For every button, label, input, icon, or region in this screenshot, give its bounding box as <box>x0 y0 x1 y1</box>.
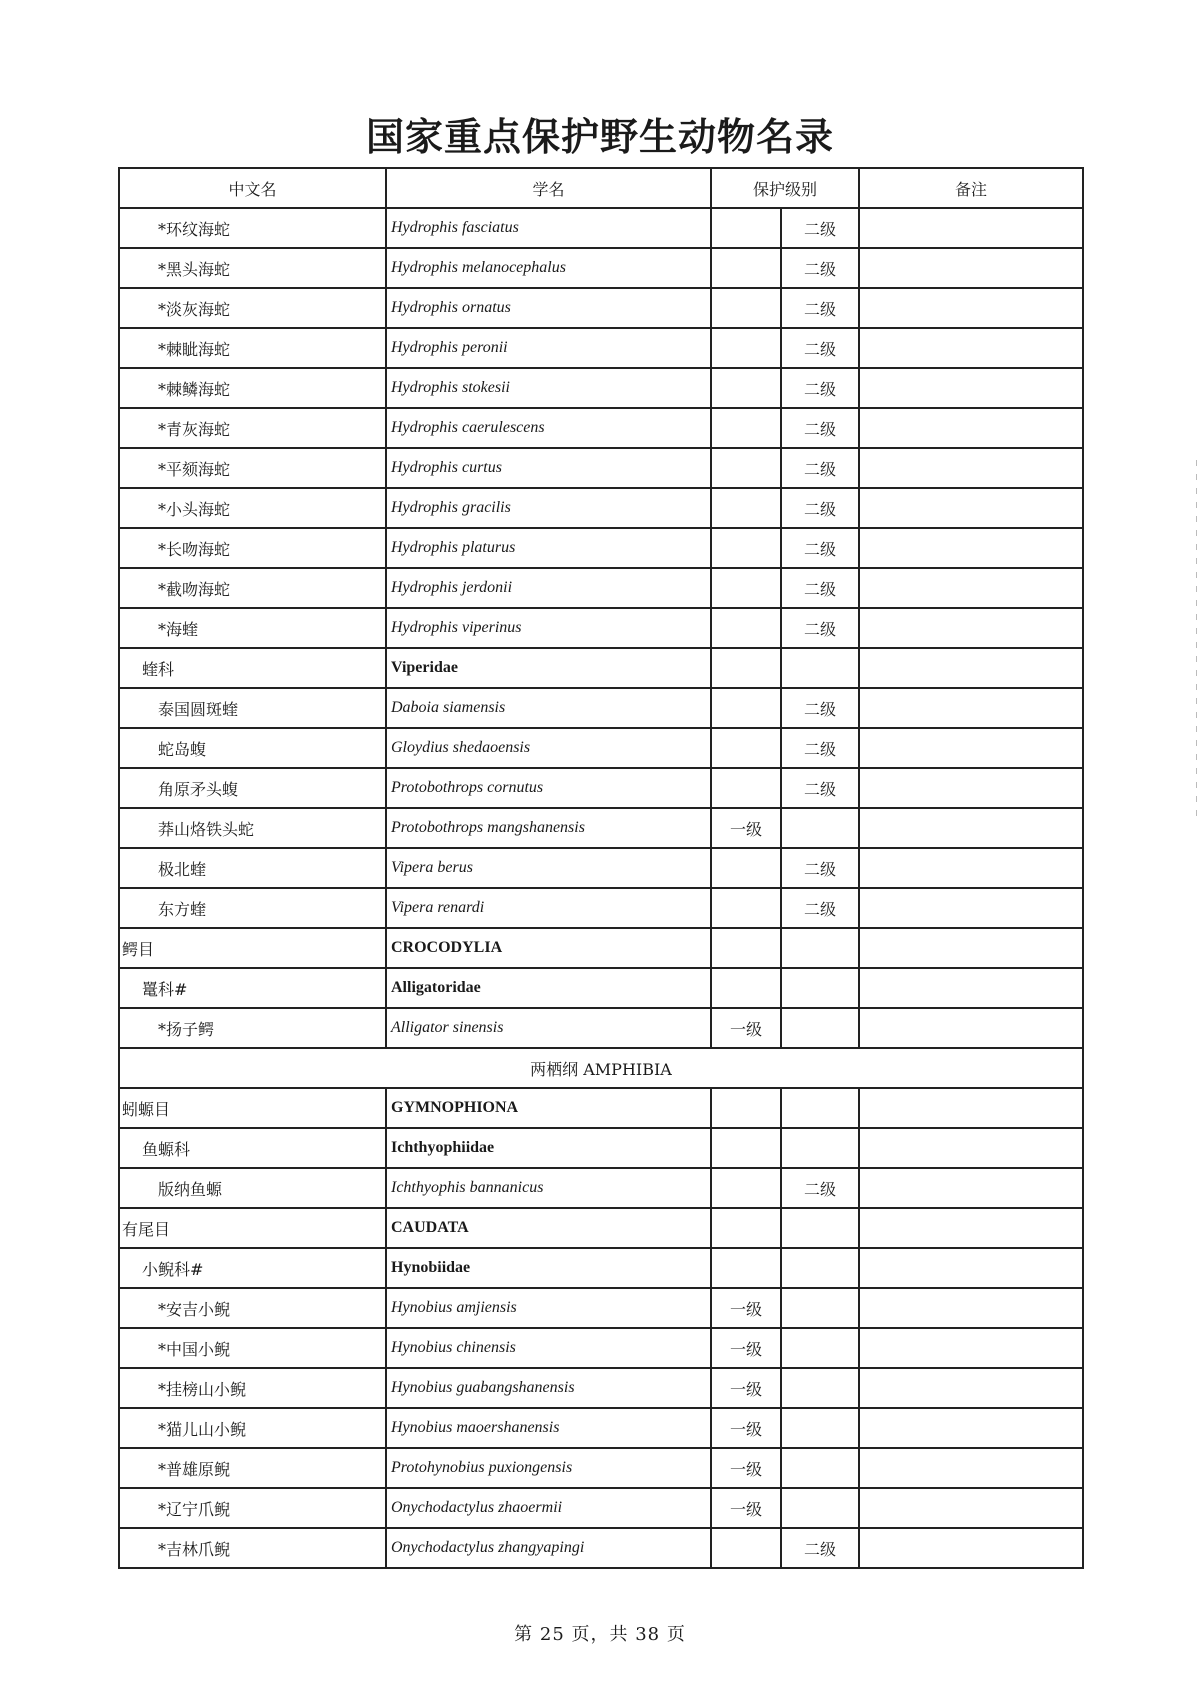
grade-one-cell <box>711 568 781 608</box>
species-row <box>119 1328 1083 1368</box>
grade-one-cell <box>711 1168 781 1208</box>
chinese-name-cell: *挂榜山小鲵 <box>119 1368 386 1408</box>
note-cell <box>859 848 1083 888</box>
grade-two-cell: 二级 <box>781 528 859 568</box>
species-row <box>119 808 1083 848</box>
chinese-name-cell: 蚓螈目 <box>119 1088 386 1128</box>
order-row <box>119 1088 1083 1128</box>
scientific-name-cell: Hynobius chinensis <box>386 1328 711 1368</box>
chinese-name-cell: *淡灰海蛇 <box>119 288 386 328</box>
chinese-name-cell: *扬子鳄 <box>119 1008 386 1048</box>
grade-one-cell: 一级 <box>711 1368 781 1408</box>
grade-two-cell <box>781 1328 859 1368</box>
chinese-name-cell: *长吻海蛇 <box>119 528 386 568</box>
chinese-name-cell: *海蝰 <box>119 608 386 648</box>
scientific-name-cell: Vipera berus <box>386 848 711 888</box>
grade-two-cell <box>781 1248 859 1288</box>
grade-two-cell: 二级 <box>781 888 859 928</box>
scientific-name-cell: Hydrophis platurus <box>386 528 711 568</box>
grade-one-cell <box>711 1208 781 1248</box>
grade-one-cell: 一级 <box>711 1328 781 1368</box>
grade-one-cell <box>711 728 781 768</box>
scientific-name-cell: Ichthyophis bannanicus <box>386 1168 711 1208</box>
grade-one-cell: 一级 <box>711 808 781 848</box>
family-row <box>119 648 1083 688</box>
chinese-name-cell: 极北蝰 <box>119 848 386 888</box>
grade-two-cell: 二级 <box>781 568 859 608</box>
note-cell <box>859 888 1083 928</box>
scientific-name-cell: CROCODYLIA <box>386 928 711 968</box>
species-row <box>119 1448 1083 1488</box>
chinese-name-cell: *棘眦海蛇 <box>119 328 386 368</box>
scientific-name-cell: Protohynobius puxiongensis <box>386 1448 711 1488</box>
note-cell <box>859 528 1083 568</box>
grade-two-cell <box>781 1208 859 1248</box>
scientific-name-cell: Hydrophis melanocephalus <box>386 248 711 288</box>
scientific-name-cell: Hydrophis caerulescens <box>386 408 711 448</box>
grade-two-cell: 二级 <box>781 208 859 248</box>
grade-one-cell <box>711 1128 781 1168</box>
chinese-name-cell: 鱼螈科 <box>119 1128 386 1168</box>
page-footer: 第 25 页，共 38 页 <box>514 1624 686 1645</box>
grade-one-cell <box>711 1248 781 1288</box>
species-row <box>119 688 1083 728</box>
grade-two-cell: 二级 <box>781 248 859 288</box>
grade-one-cell: 一级 <box>711 1488 781 1528</box>
grade-two-cell: 二级 <box>781 488 859 528</box>
note-cell <box>859 1128 1083 1168</box>
grade-one-cell <box>711 288 781 328</box>
grade-one-cell <box>711 328 781 368</box>
grade-one-cell <box>711 488 781 528</box>
chinese-name-cell: *黑头海蛇 <box>119 248 386 288</box>
grade-one-cell: 一级 <box>711 1008 781 1048</box>
note-cell <box>859 208 1083 248</box>
scientific-name-cell: Alligator sinensis <box>386 1008 711 1048</box>
grade-two-cell <box>781 648 859 688</box>
chinese-name-cell: 蝰科 <box>119 648 386 688</box>
scientific-name-cell: Hydrophis curtus <box>386 448 711 488</box>
grade-two-cell <box>781 1008 859 1048</box>
note-cell <box>859 1448 1083 1488</box>
species-row <box>119 448 1083 488</box>
class-heading: 两栖纲 AMPHIBIA <box>119 1048 1083 1088</box>
grade-two-cell <box>781 1128 859 1168</box>
note-cell <box>859 328 1083 368</box>
grade-two-cell <box>781 808 859 848</box>
note-cell <box>859 448 1083 488</box>
grade-one-cell <box>711 248 781 288</box>
chinese-name-cell: *截吻海蛇 <box>119 568 386 608</box>
header-scientific-name: 学名 <box>386 168 711 208</box>
grade-one-cell <box>711 608 781 648</box>
species-row <box>119 608 1083 648</box>
scientific-name-cell: Vipera renardi <box>386 888 711 928</box>
note-cell <box>859 288 1083 328</box>
species-row <box>119 768 1083 808</box>
grade-two-cell: 二级 <box>781 408 859 448</box>
note-cell <box>859 968 1083 1008</box>
note-cell <box>859 1488 1083 1528</box>
note-cell <box>859 1208 1083 1248</box>
grade-one-cell <box>711 848 781 888</box>
chinese-name-cell: *环纹海蛇 <box>119 208 386 248</box>
header-notes: 备注 <box>859 168 1083 208</box>
order-row <box>119 928 1083 968</box>
grade-one-cell <box>711 448 781 488</box>
grade-two-cell <box>781 928 859 968</box>
scientific-name-cell: Hydrophis ornatus <box>386 288 711 328</box>
grade-one-cell <box>711 768 781 808</box>
scientific-name-cell: CAUDATA <box>386 1208 711 1248</box>
grade-two-cell <box>781 1368 859 1408</box>
scientific-name-cell: Hydrophis viperinus <box>386 608 711 648</box>
species-row <box>119 1168 1083 1208</box>
chinese-name-cell: *小头海蛇 <box>119 488 386 528</box>
family-row <box>119 1128 1083 1168</box>
species-row <box>119 248 1083 288</box>
chinese-name-cell: *普雄原鲵 <box>119 1448 386 1488</box>
grade-one-cell <box>711 208 781 248</box>
chinese-name-cell: 角原矛头蝮 <box>119 768 386 808</box>
note-cell <box>859 1248 1083 1288</box>
scientific-name-cell: Gloydius shedaoensis <box>386 728 711 768</box>
chinese-name-cell: *猫儿山小鲵 <box>119 1408 386 1448</box>
chinese-name-cell: *安吉小鲵 <box>119 1288 386 1328</box>
grade-two-cell <box>781 1288 859 1328</box>
species-row <box>119 528 1083 568</box>
family-row <box>119 1248 1083 1288</box>
scientific-name-cell: Viperidae <box>386 648 711 688</box>
grade-two-cell <box>781 1448 859 1488</box>
grade-two-cell: 二级 <box>781 768 859 808</box>
chinese-name-cell: *中国小鲵 <box>119 1328 386 1368</box>
note-cell <box>859 1008 1083 1048</box>
chinese-name-cell: *青灰海蛇 <box>119 408 386 448</box>
species-row <box>119 1008 1083 1048</box>
chinese-name-cell: 小鲵科# <box>119 1248 386 1288</box>
scientific-name-cell: Protobothrops mangshanensis <box>386 808 711 848</box>
order-row <box>119 1208 1083 1248</box>
table-body <box>119 208 1083 1568</box>
grade-one-cell <box>711 368 781 408</box>
grade-two-cell <box>781 1408 859 1448</box>
scientific-name-cell: Hydrophis gracilis <box>386 488 711 528</box>
species-row <box>119 408 1083 448</box>
grade-one-cell <box>711 968 781 1008</box>
species-table <box>118 167 1084 1569</box>
note-cell <box>859 648 1083 688</box>
chinese-name-cell: 莽山烙铁头蛇 <box>119 808 386 848</box>
table-header-row <box>119 168 1083 208</box>
grade-two-cell: 二级 <box>781 848 859 888</box>
note-cell <box>859 1328 1083 1368</box>
chinese-name-cell: 版纳鱼螈 <box>119 1168 386 1208</box>
species-row <box>119 888 1083 928</box>
note-cell <box>859 688 1083 728</box>
page-title: 国家重点保护野生动物名录 <box>365 114 834 159</box>
note-cell <box>859 1368 1083 1408</box>
scientific-name-cell: Hynobius guabangshanensis <box>386 1368 711 1408</box>
grade-two-cell: 二级 <box>781 1168 859 1208</box>
grade-two-cell <box>781 1488 859 1528</box>
header-chinese-name: 中文名 <box>119 168 386 208</box>
chinese-name-cell: *辽宁爪鲵 <box>119 1488 386 1528</box>
note-cell <box>859 488 1083 528</box>
scientific-name-cell: Daboia siamensis <box>386 688 711 728</box>
chinese-name-cell: *吉林爪鲵 <box>119 1528 386 1568</box>
note-cell <box>859 408 1083 448</box>
grade-two-cell: 二级 <box>781 288 859 328</box>
note-cell <box>859 1288 1083 1328</box>
species-row <box>119 848 1083 888</box>
grade-one-cell <box>711 408 781 448</box>
chinese-name-cell: 泰国圆斑蝰 <box>119 688 386 728</box>
species-row <box>119 728 1083 768</box>
grade-one-cell: 一级 <box>711 1288 781 1328</box>
grade-one-cell <box>711 528 781 568</box>
note-cell <box>859 808 1083 848</box>
grade-one-cell <box>711 688 781 728</box>
scan-edge-mark <box>1196 460 1197 820</box>
family-row <box>119 968 1083 1008</box>
grade-two-cell: 二级 <box>781 688 859 728</box>
grade-two-cell: 二级 <box>781 608 859 648</box>
chinese-name-cell: 鼍科# <box>119 968 386 1008</box>
scientific-name-cell: Hydrophis stokesii <box>386 368 711 408</box>
grade-two-cell <box>781 1088 859 1128</box>
note-cell <box>859 368 1083 408</box>
chinese-name-cell: 有尾目 <box>119 1208 386 1248</box>
scientific-name-cell: Hynobius maoershanensis <box>386 1408 711 1448</box>
grade-two-cell <box>781 968 859 1008</box>
scientific-name-cell: Alligatoridae <box>386 968 711 1008</box>
species-row <box>119 1488 1083 1528</box>
note-cell <box>859 1168 1083 1208</box>
scientific-name-cell: Hydrophis jerdonii <box>386 568 711 608</box>
note-cell <box>859 1528 1083 1568</box>
species-row <box>119 368 1083 408</box>
species-row <box>119 1288 1083 1328</box>
grade-two-cell: 二级 <box>781 728 859 768</box>
class-row <box>119 1048 1083 1088</box>
grade-one-cell <box>711 1088 781 1128</box>
header-protection-level: 保护级别 <box>711 168 859 208</box>
chinese-name-cell: 东方蝰 <box>119 888 386 928</box>
grade-two-cell: 二级 <box>781 448 859 488</box>
note-cell <box>859 728 1083 768</box>
species-row <box>119 488 1083 528</box>
grade-two-cell: 二级 <box>781 1528 859 1568</box>
note-cell <box>859 768 1083 808</box>
chinese-name-cell: 鳄目 <box>119 928 386 968</box>
note-cell <box>859 1408 1083 1448</box>
scientific-name-cell: Protobothrops cornutus <box>386 768 711 808</box>
note-cell <box>859 1088 1083 1128</box>
scientific-name-cell: Hynobius amjiensis <box>386 1288 711 1328</box>
scientific-name-cell: Onychodactylus zhangyapingi <box>386 1528 711 1568</box>
species-row <box>119 1528 1083 1568</box>
grade-one-cell <box>711 1528 781 1568</box>
grade-one-cell <box>711 888 781 928</box>
scientific-name-cell: Hydrophis fasciatus <box>386 208 711 248</box>
species-row <box>119 568 1083 608</box>
note-cell <box>859 608 1083 648</box>
species-row <box>119 328 1083 368</box>
grade-one-cell: 一级 <box>711 1408 781 1448</box>
chinese-name-cell: *平颏海蛇 <box>119 448 386 488</box>
scientific-name-cell: Onychodactylus zhaoermii <box>386 1488 711 1528</box>
grade-one-cell <box>711 928 781 968</box>
note-cell <box>859 568 1083 608</box>
note-cell <box>859 248 1083 288</box>
grade-one-cell: 一级 <box>711 1448 781 1488</box>
chinese-name-cell: *棘鳞海蛇 <box>119 368 386 408</box>
species-row <box>119 208 1083 248</box>
scientific-name-cell: Hynobiidae <box>386 1248 711 1288</box>
grade-two-cell: 二级 <box>781 328 859 368</box>
grade-one-cell <box>711 648 781 688</box>
scientific-name-cell: GYMNOPHIONA <box>386 1088 711 1128</box>
species-row <box>119 1408 1083 1448</box>
scientific-name-cell: Ichthyophiidae <box>386 1128 711 1168</box>
species-row <box>119 1368 1083 1408</box>
scientific-name-cell: Hydrophis peronii <box>386 328 711 368</box>
species-row <box>119 288 1083 328</box>
note-cell <box>859 928 1083 968</box>
chinese-name-cell: 蛇岛蝮 <box>119 728 386 768</box>
grade-two-cell: 二级 <box>781 368 859 408</box>
